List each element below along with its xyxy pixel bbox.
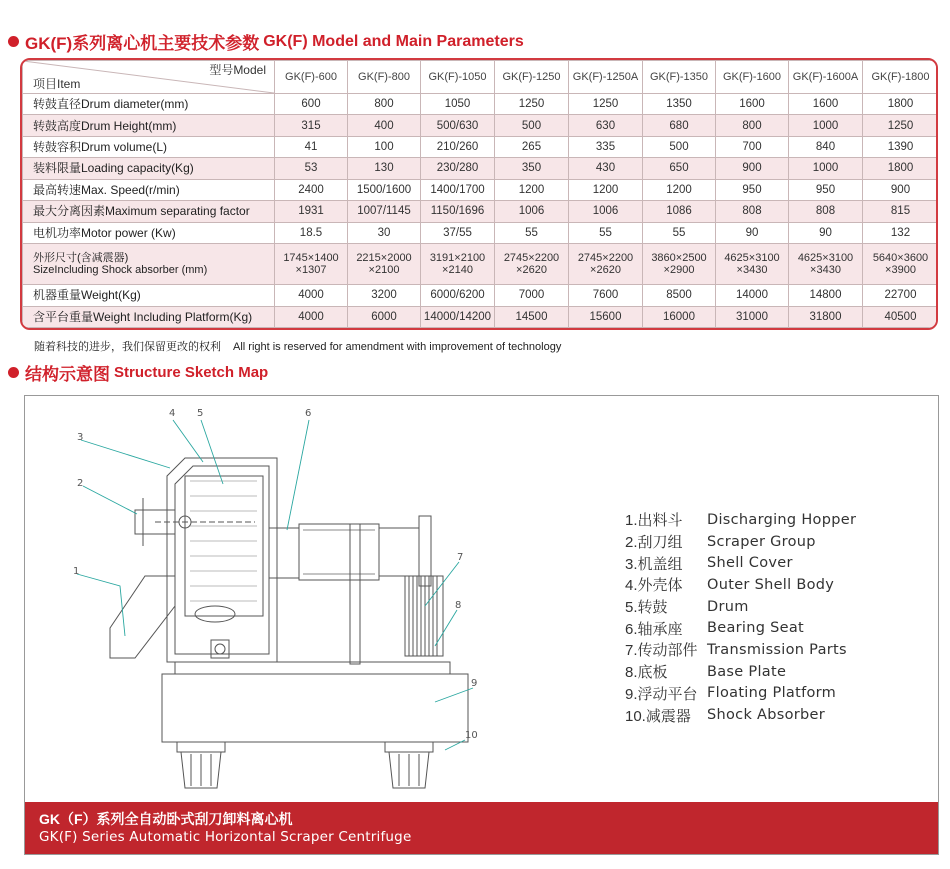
size-line-1: 1745×1400 xyxy=(283,252,339,265)
table-cell: 1250 xyxy=(569,94,643,115)
table-cell: 230/280 xyxy=(421,158,495,179)
sketch-title-en: Structure Sketch Map xyxy=(114,364,269,381)
table-cell: 31800 xyxy=(789,306,863,327)
row-label: 转鼓直径Drum diameter(mm) xyxy=(23,94,275,115)
discharging-hopper-shape xyxy=(110,576,175,658)
drum-shape xyxy=(185,476,263,616)
size-line-2: ×3430 xyxy=(736,264,768,277)
row-label: 机器重量Weight(Kg) xyxy=(23,285,275,306)
table-cell: 800 xyxy=(348,94,421,115)
table-cell: 14800 xyxy=(789,285,863,306)
legend-item: 10.减震器 Shock Absorber xyxy=(625,707,826,725)
table-cell: 500 xyxy=(495,115,569,136)
section-title-sketch xyxy=(8,360,268,385)
table-cell: 840 xyxy=(789,136,863,157)
table-cell: 1600 xyxy=(716,94,789,115)
table-cell: 800 xyxy=(716,115,789,136)
table-cell: 1200 xyxy=(495,179,569,200)
table-cell: 1250 xyxy=(863,115,939,136)
table-cell: 808 xyxy=(716,201,789,222)
table-cell: 1086 xyxy=(643,201,716,222)
table-cell: 1000 xyxy=(789,115,863,136)
base-plate-shape xyxy=(175,662,450,674)
row-label: 转鼓容积Drum volume(L) xyxy=(23,136,275,157)
table-cell: 6000 xyxy=(348,306,421,327)
table-row xyxy=(23,306,939,327)
model-header: GK(F)-1800 xyxy=(863,61,939,94)
table-cell: 1390 xyxy=(863,136,939,157)
table-cell: 1250 xyxy=(495,94,569,115)
legend-item: 1.出料斗 Discharging Hopper xyxy=(625,511,857,530)
model-header: GK(F)-1250 xyxy=(495,61,569,94)
shock-absorber-right xyxy=(385,742,433,788)
table-cell: 7000 xyxy=(495,285,569,306)
callout-number: 4 xyxy=(169,408,176,419)
table-row xyxy=(23,222,939,243)
table-row xyxy=(23,158,939,179)
table-cell: 700 xyxy=(716,136,789,157)
callout-number: 8 xyxy=(455,600,462,611)
banner-title-en: GK(F) Series Automatic Horizontal Scraper Centrifuge xyxy=(39,829,412,845)
size-line-2: ×2100 xyxy=(368,264,400,277)
size-line-1: 2215×2000 xyxy=(356,252,412,265)
table-cell: 335 xyxy=(569,136,643,157)
parameters-table xyxy=(22,60,938,328)
size-line-2: ×3430 xyxy=(810,264,841,277)
callout-number: 6 xyxy=(305,408,312,419)
table-cell: 630 xyxy=(569,115,643,136)
table-cell: 16000 xyxy=(643,306,716,327)
model-header: GK(F)-1250A xyxy=(569,61,643,94)
table-cell: 90 xyxy=(716,222,789,243)
callout-number: 3 xyxy=(77,432,84,443)
size-line-1: 2745×2200 xyxy=(577,252,634,265)
callout-number: 7 xyxy=(457,552,464,563)
model-header: GK(F)-600 xyxy=(275,61,348,94)
legend-item: 7.传动部件 Transmission Parts xyxy=(625,641,847,660)
parameters-table-frame xyxy=(20,58,938,330)
size-line-1: 2745×2200 xyxy=(503,252,560,265)
corner-item-label: 项目Item xyxy=(33,77,81,91)
size-line-2: ×2620 xyxy=(516,264,547,277)
table-cell: 1400/1700 xyxy=(421,179,495,200)
table-cell: 2400 xyxy=(275,179,348,200)
bullet-dot-icon xyxy=(8,367,19,378)
table-cell: 500/630 xyxy=(421,115,495,136)
table-cell: 14000 xyxy=(716,285,789,306)
row-label xyxy=(23,243,275,284)
table-cell: 815 xyxy=(863,201,939,222)
row-label: 转鼓高度Drum Height(mm) xyxy=(23,115,275,136)
table-cell xyxy=(495,243,569,284)
table-cell: 30 xyxy=(348,222,421,243)
table-cell: 900 xyxy=(863,179,939,200)
table-row xyxy=(23,285,939,306)
size-line-1: 3860×2500 xyxy=(651,252,707,265)
table-cell xyxy=(716,243,789,284)
table-cell: 1150/1696 xyxy=(421,201,495,222)
legend-item: 5.转鼓 Drum xyxy=(625,598,749,617)
bearing-seat-shape xyxy=(299,524,379,580)
section-title-parameters xyxy=(8,29,524,54)
table-cell: 8500 xyxy=(643,285,716,306)
callout-number: 5 xyxy=(197,408,204,419)
model-header: GK(F)-800 xyxy=(348,61,421,94)
callout-number: 1 xyxy=(73,566,80,577)
legend-item: 6.轴承座 Bearing Seat xyxy=(625,620,805,638)
product-banner xyxy=(25,802,938,854)
table-cell xyxy=(863,243,939,284)
amendment-note xyxy=(34,338,561,354)
table-cell: 130 xyxy=(348,158,421,179)
table-cell: 90 xyxy=(789,222,863,243)
table-row xyxy=(23,136,939,157)
table-row xyxy=(23,179,939,200)
table-cell: 900 xyxy=(716,158,789,179)
legend-item: 4.外壳体 Outer Shell Body xyxy=(625,576,835,595)
table-cell: 680 xyxy=(643,115,716,136)
size-line-1: 5640×3600 xyxy=(872,252,929,265)
table-cell xyxy=(348,243,421,284)
table-cell xyxy=(275,243,348,284)
table-cell: 100 xyxy=(348,136,421,157)
table-cell: 1500/1600 xyxy=(348,179,421,200)
table-cell: 7600 xyxy=(569,285,643,306)
title-en: GK(F) Model and Main Parameters xyxy=(263,32,524,50)
table-cell: 132 xyxy=(863,222,939,243)
legend-item: 3.机盖组 Shell Cover xyxy=(625,555,793,573)
table-cell: 350 xyxy=(495,158,569,179)
table-cell xyxy=(569,243,643,284)
row-label-en: SizeIncluding Shock absorber (mm) xyxy=(33,264,208,277)
size-line-2: ×1307 xyxy=(295,264,327,277)
table-cell: 1006 xyxy=(569,201,643,222)
table-cell: 22700 xyxy=(863,285,939,306)
table-cell: 18.5 xyxy=(275,222,348,243)
legend-item: 2.刮刀组 Scraper Group xyxy=(625,533,816,552)
outer-shell-shape xyxy=(167,458,277,662)
corner-model-label: 型号Model xyxy=(209,63,266,77)
bullet-dot-icon xyxy=(8,36,19,47)
banner-title-zh: GK（F）系列全自动卧式刮刀卸料离心机 xyxy=(39,811,293,827)
table-cell: 53 xyxy=(275,158,348,179)
table-cell: 55 xyxy=(569,222,643,243)
table-cell: 55 xyxy=(495,222,569,243)
table-cell: 41 xyxy=(275,136,348,157)
table-row xyxy=(23,115,939,136)
table-row xyxy=(23,94,939,115)
table-cell: 1350 xyxy=(643,94,716,115)
table-cell: 950 xyxy=(789,179,863,200)
table-cell: 31000 xyxy=(716,306,789,327)
size-line-2: ×3900 xyxy=(885,264,916,277)
row-label: 含平台重量Weight Including Platform(Kg) xyxy=(23,306,275,327)
callout-number: 9 xyxy=(471,678,478,689)
row-label: 电机功率Motor power (Kw) xyxy=(23,222,275,243)
table-cell: 600 xyxy=(275,94,348,115)
table-row xyxy=(23,243,939,284)
size-line-2: ×2900 xyxy=(663,264,695,277)
table-cell: 430 xyxy=(569,158,643,179)
title-zh: GK(F)系列离心机主要技术参数 xyxy=(25,34,260,53)
table-cell: 1200 xyxy=(643,179,716,200)
table-cell: 265 xyxy=(495,136,569,157)
table-cell: 1600 xyxy=(789,94,863,115)
table-cell: 950 xyxy=(716,179,789,200)
table-cell: 1007/1145 xyxy=(348,201,421,222)
legend-item: 9.浮动平台 Floating Platform xyxy=(625,685,837,703)
table-header-row xyxy=(23,61,939,94)
sketch-title-zh: 结构示意图 xyxy=(25,365,110,384)
model-header: GK(F)-1600 xyxy=(716,61,789,94)
table-cell: 1800 xyxy=(863,158,939,179)
table-row xyxy=(23,201,939,222)
row-label-zh: 外形尺寸(含减震器) xyxy=(33,252,129,265)
note-zh: 随着科技的进步，我们保留更改的权利 xyxy=(34,341,221,353)
table-cell: 55 xyxy=(643,222,716,243)
floating-platform-shape xyxy=(162,674,468,742)
table-cell: 1931 xyxy=(275,201,348,222)
table-cell: 650 xyxy=(643,158,716,179)
corner-cell xyxy=(23,61,275,94)
table-cell: 1200 xyxy=(569,179,643,200)
table-cell: 1050 xyxy=(421,94,495,115)
size-line-2: ×2620 xyxy=(590,264,621,277)
model-header: GK(F)-1050 xyxy=(421,61,495,94)
note-en: All right is reserved for amendment with improvement of technology xyxy=(233,341,562,353)
table-cell: 3200 xyxy=(348,285,421,306)
table-cell: 40500 xyxy=(863,306,939,327)
table-cell: 14500 xyxy=(495,306,569,327)
structure-sketch-panel xyxy=(24,395,939,855)
table-cell: 400 xyxy=(348,115,421,136)
callout-number: 10 xyxy=(465,730,478,741)
table-cell xyxy=(643,243,716,284)
row-label: 装料限量Loading capacity(Kg) xyxy=(23,158,275,179)
size-line-1: 4625×3100 xyxy=(724,252,780,265)
table-cell: 315 xyxy=(275,115,348,136)
shock-absorber-left xyxy=(177,742,225,788)
size-line-1: 3191×2100 xyxy=(429,252,486,265)
legend-item: 8.底板 Base Plate xyxy=(625,663,787,682)
table-cell xyxy=(789,243,863,284)
table-cell: 808 xyxy=(789,201,863,222)
table-cell: 14000/14200 xyxy=(421,306,495,327)
table-cell: 4000 xyxy=(275,285,348,306)
size-line-1: 4625×3100 xyxy=(797,252,854,265)
table-cell: 37/55 xyxy=(421,222,495,243)
callout-number: 2 xyxy=(77,478,84,489)
parts-legend xyxy=(625,509,856,726)
table-cell: 500 xyxy=(643,136,716,157)
model-header: GK(F)-1350 xyxy=(643,61,716,94)
table-cell: 1006 xyxy=(495,201,569,222)
table-cell: 210/260 xyxy=(421,136,495,157)
table-cell: 15600 xyxy=(569,306,643,327)
size-line-2: ×2140 xyxy=(442,264,473,277)
table-cell: 4000 xyxy=(275,306,348,327)
model-header: GK(F)-1600A xyxy=(789,61,863,94)
row-label: 最大分离因素Maximum separating factor xyxy=(23,201,275,222)
table-cell: 1800 xyxy=(863,94,939,115)
table-cell: 1000 xyxy=(789,158,863,179)
table-cell xyxy=(421,243,495,284)
table-cell: 6000/6200 xyxy=(421,285,495,306)
row-label: 最高转速Max. Speed(r/min) xyxy=(23,179,275,200)
